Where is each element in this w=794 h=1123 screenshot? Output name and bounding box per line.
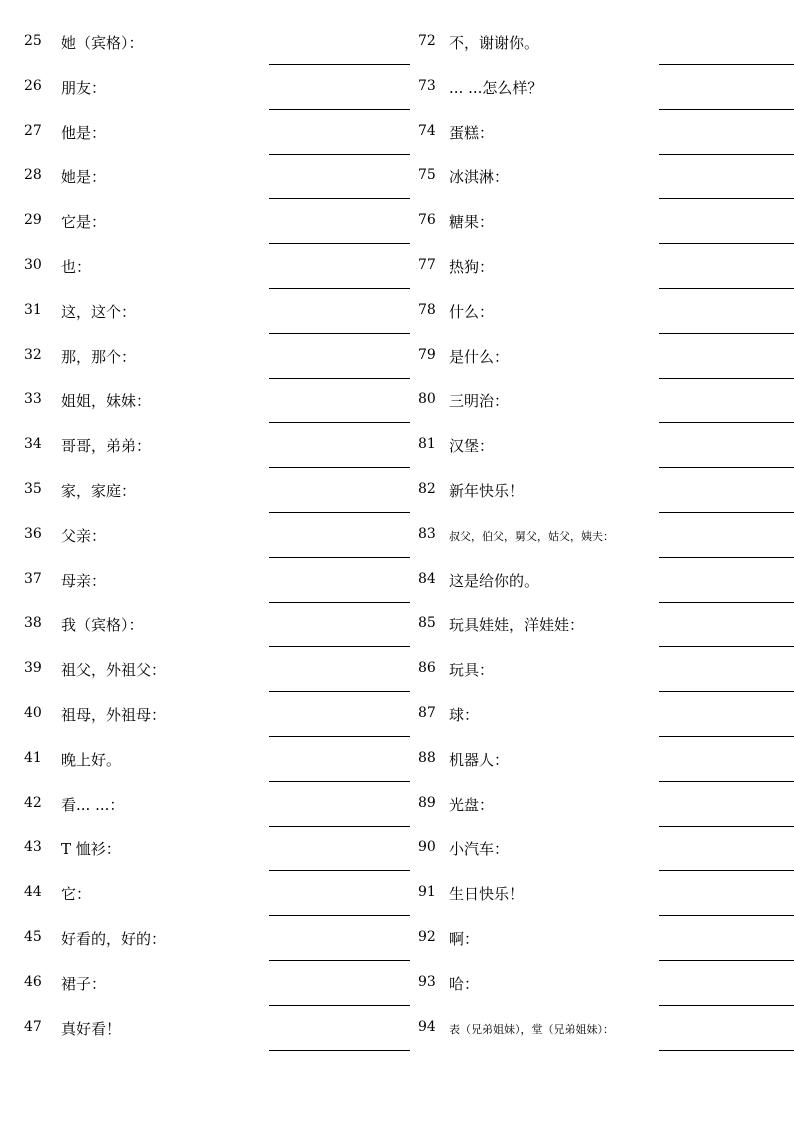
- chinese-term: 球：: [449, 705, 480, 724]
- vocab-row: [24, 20, 410, 65]
- vocab-row: [24, 423, 410, 468]
- vocab-row: [418, 602, 794, 647]
- chinese-term: T 恤衫：: [61, 840, 121, 859]
- vocab-row: [24, 602, 410, 647]
- vocab-row: [24, 65, 410, 110]
- vocab-row: [24, 199, 410, 244]
- vocab-row: [24, 378, 410, 423]
- vocab-row: [418, 244, 794, 289]
- chinese-term: 新年快乐！: [449, 481, 525, 500]
- item-number: 87: [418, 704, 436, 721]
- chinese-term: 表（兄弟姐妹），堂（兄弟姐妹）：: [449, 1022, 614, 1036]
- item-number: 42: [24, 794, 42, 811]
- vocab-row: [418, 199, 794, 244]
- vocab-row: [418, 154, 794, 199]
- chinese-term: 它：: [61, 885, 92, 904]
- vocab-row: [418, 65, 794, 110]
- chinese-term: 生日快乐！: [449, 885, 525, 904]
- chinese-term: 是什么：: [449, 347, 510, 366]
- item-number: 79: [418, 346, 436, 363]
- chinese-term: 小汽车：: [449, 840, 510, 859]
- chinese-term: 父亲：: [61, 526, 107, 545]
- item-number: 27: [24, 122, 42, 139]
- item-number: 38: [24, 615, 42, 632]
- item-number: 86: [418, 660, 436, 677]
- answer-blank-line[interactable]: [659, 1050, 794, 1051]
- vocab-row: [418, 378, 794, 423]
- chinese-term: 冰淇淋：: [449, 168, 510, 187]
- item-number: 29: [24, 212, 42, 229]
- vocab-row: [24, 871, 410, 916]
- vocab-row: [418, 423, 794, 468]
- vocab-row: [418, 289, 794, 334]
- vocab-row: [24, 916, 410, 961]
- answer-blank-line[interactable]: [269, 1050, 410, 1051]
- item-number: 25: [24, 33, 42, 49]
- left-column: [24, 20, 410, 1050]
- chinese-term: 玩具：: [449, 661, 495, 680]
- right-column: [418, 20, 794, 1050]
- item-number: 94: [418, 1018, 436, 1035]
- vocab-row: [24, 826, 410, 871]
- item-number: 91: [418, 884, 436, 901]
- vocab-row: [418, 916, 794, 961]
- chinese-term: 啊：: [449, 929, 480, 948]
- vocab-row: [24, 244, 410, 289]
- item-number: 92: [418, 928, 436, 945]
- item-number: 81: [418, 436, 436, 453]
- vocab-row: [24, 334, 410, 379]
- item-number: 41: [24, 749, 42, 766]
- chinese-term: 她是：: [61, 168, 107, 187]
- vocab-row: [24, 513, 410, 558]
- item-number: 46: [24, 973, 42, 990]
- item-number: 76: [418, 212, 436, 229]
- item-number: 47: [24, 1018, 42, 1035]
- chinese-term: 祖父，外祖父：: [61, 661, 167, 680]
- item-number: 80: [418, 391, 436, 408]
- item-number: 32: [24, 346, 42, 363]
- chinese-term: 玩具娃娃，洋娃娃：: [449, 616, 585, 635]
- vocab-row: [418, 513, 794, 558]
- item-number: 44: [24, 884, 42, 901]
- item-number: 89: [418, 794, 436, 811]
- chinese-term: 晚上好。: [61, 750, 122, 769]
- vocab-row: [418, 871, 794, 916]
- chinese-term: ... ...怎么样？: [449, 78, 543, 97]
- chinese-term: 真好看！: [61, 1019, 122, 1038]
- vocab-row: [418, 647, 794, 692]
- chinese-term: 家，家庭：: [61, 481, 137, 500]
- item-number: 28: [24, 167, 42, 184]
- chinese-term: 汉堡：: [449, 437, 495, 456]
- chinese-term: 这，这个：: [61, 302, 137, 321]
- item-number: 34: [24, 436, 42, 453]
- chinese-term: 蛋糕：: [449, 123, 495, 142]
- vocab-row: [418, 468, 794, 513]
- chinese-term: 哥哥，弟弟：: [61, 437, 152, 456]
- item-number: 35: [24, 480, 42, 497]
- vocab-row: [24, 1006, 410, 1051]
- vocab-row: [418, 110, 794, 155]
- vocab-row: [24, 558, 410, 603]
- chinese-term: 看... ...：: [61, 795, 125, 814]
- item-number: 26: [24, 77, 42, 94]
- chinese-term: 裙子：: [61, 974, 107, 993]
- item-number: 84: [418, 570, 436, 587]
- chinese-term: 好看的，好的：: [61, 929, 167, 948]
- item-number: 30: [24, 256, 42, 273]
- item-number: 43: [24, 839, 42, 856]
- vocab-row: [24, 692, 410, 737]
- chinese-term: 不，谢谢你。: [449, 34, 540, 52]
- item-number: 40: [24, 704, 42, 721]
- vocab-row: [418, 826, 794, 871]
- chinese-term: 母亲：: [61, 571, 107, 590]
- chinese-term: 这是给你的。: [449, 571, 540, 590]
- vocab-row: [418, 961, 794, 1006]
- item-number: 31: [24, 301, 42, 318]
- vocab-row: [24, 961, 410, 1006]
- vocab-row: [24, 737, 410, 782]
- vocab-row: [24, 289, 410, 334]
- item-number: 37: [24, 570, 42, 587]
- chinese-term: 热狗：: [449, 257, 495, 276]
- vocab-row: [418, 334, 794, 379]
- chinese-term: 姐姐，妹妹：: [61, 392, 152, 411]
- item-number: 45: [24, 928, 42, 945]
- item-number: 33: [24, 391, 42, 408]
- vocab-row: [24, 154, 410, 199]
- item-number: 73: [418, 77, 436, 94]
- item-number: 90: [418, 839, 436, 856]
- item-number: 83: [418, 525, 436, 542]
- chinese-term: 也：: [61, 257, 92, 276]
- chinese-term: 三明治：: [449, 392, 510, 411]
- vocab-row: [24, 468, 410, 513]
- item-number: 36: [24, 525, 42, 542]
- item-number: 93: [418, 973, 436, 990]
- chinese-term: 那，那个：: [61, 347, 137, 366]
- item-number: 74: [418, 122, 436, 139]
- vocab-row: [24, 782, 410, 827]
- chinese-term: 祖母，外祖母：: [61, 705, 167, 724]
- chinese-term: 光盘：: [449, 795, 495, 814]
- vocab-row: [418, 20, 794, 65]
- chinese-term: 他是：: [61, 123, 107, 142]
- vocab-row: [418, 1006, 794, 1051]
- vocab-row: [24, 110, 410, 155]
- chinese-term: 哈：: [449, 974, 480, 993]
- chinese-term: 什么：: [449, 302, 495, 321]
- vocab-row: [418, 782, 794, 827]
- chinese-term: 机器人：: [449, 750, 510, 769]
- item-number: 85: [418, 615, 436, 632]
- vocab-row: [24, 647, 410, 692]
- vocab-row: [418, 737, 794, 782]
- chinese-term: 朋友：: [61, 78, 107, 97]
- chinese-term: 它是：: [61, 213, 107, 232]
- chinese-term: 叔父，伯父，舅父，姑父，姨夫：: [449, 529, 614, 543]
- vocab-row: [418, 692, 794, 737]
- vocab-row: [418, 558, 794, 603]
- item-number: 72: [418, 33, 436, 49]
- chinese-term: 糖果：: [449, 213, 495, 232]
- item-number: 75: [418, 167, 436, 184]
- chinese-term: 我（宾格）：: [61, 616, 144, 635]
- item-number: 78: [418, 301, 436, 318]
- item-number: 77: [418, 256, 436, 273]
- item-number: 88: [418, 749, 436, 766]
- chinese-term: 她（宾格）：: [61, 34, 144, 52]
- item-number: 39: [24, 660, 42, 677]
- item-number: 82: [418, 480, 436, 497]
